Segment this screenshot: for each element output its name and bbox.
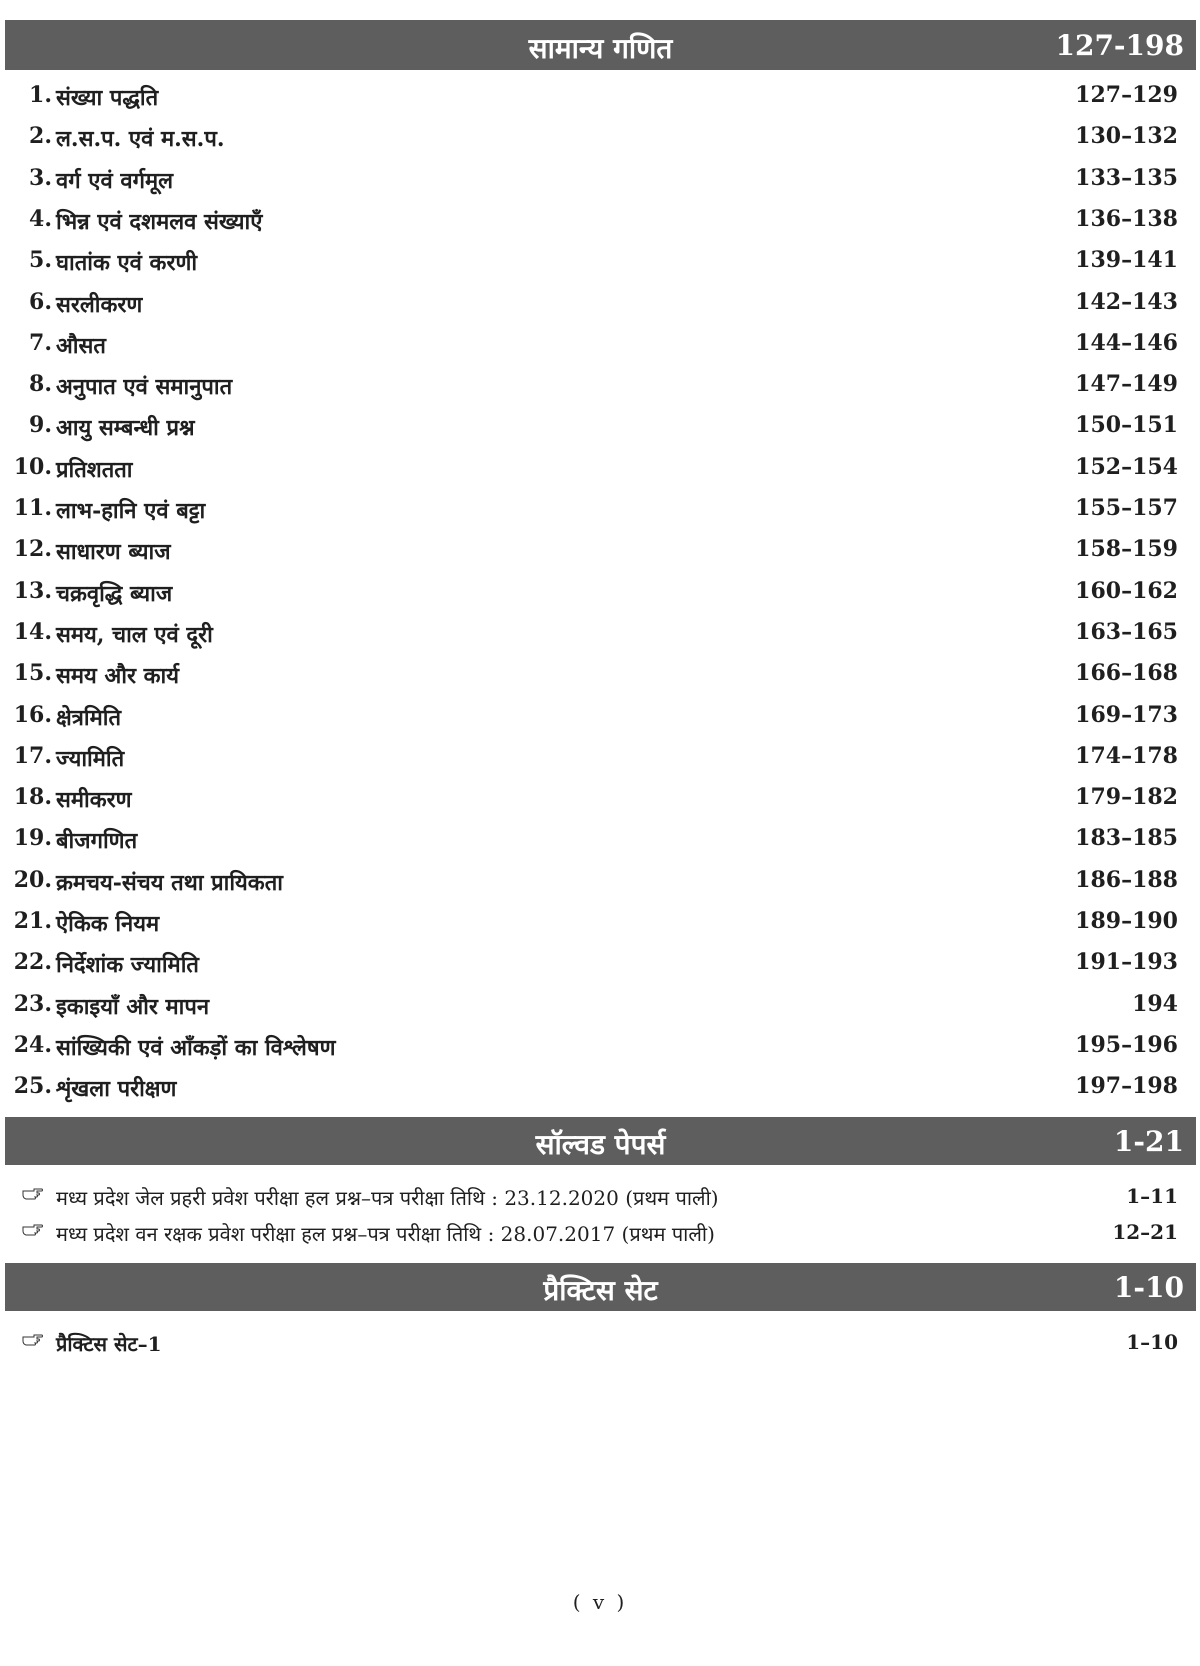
- chapter-pages: 158–159: [1075, 536, 1178, 563]
- section-page-range: 1-21: [1113, 1125, 1184, 1158]
- chapter-pages: 191–193: [1075, 949, 1178, 976]
- chapter-title: ऐकिक नियम: [56, 911, 160, 937]
- chapter-number: 2.: [29, 123, 52, 150]
- chapter-pages: 160–162: [1075, 577, 1178, 604]
- chapter-pages: 179–182: [1075, 784, 1178, 811]
- chapter-pages: 133–135: [1075, 164, 1178, 191]
- chapter-number: 4.: [29, 205, 52, 232]
- chapter-number: 5.: [29, 247, 52, 274]
- chapter-number: 15.: [13, 660, 52, 687]
- toc-row: [0, 247, 1200, 291]
- chapter-pages: 174–178: [1075, 742, 1178, 769]
- toc-row: [0, 206, 1200, 250]
- chapter-number: 20.: [13, 866, 52, 893]
- chapter-title: क्रमचय-संचय तथा प्रायिकता: [56, 869, 283, 896]
- page-number: ( v ): [572, 1590, 628, 1614]
- toc-row: [0, 371, 1200, 415]
- chapter-pages: 186–188: [1075, 866, 1178, 893]
- toc-row: [0, 165, 1200, 209]
- chapter-pages: 155–157: [1075, 495, 1178, 521]
- chapter-number: 3.: [29, 164, 52, 191]
- chapter-number: 12.: [13, 536, 52, 563]
- chapter-pages: 183–185: [1075, 825, 1178, 852]
- chapter-number: 24.: [13, 1031, 52, 1058]
- solved-paper-row: [0, 1220, 1200, 1260]
- toc-row: [0, 82, 1200, 126]
- practice-set-title: प्रैक्टिस सेट–1: [56, 1332, 162, 1356]
- section-page-range: 127-198: [1055, 29, 1184, 62]
- chapter-title: समीकरण: [56, 787, 132, 814]
- pointing-hand-icon: [22, 1185, 44, 1203]
- chapter-pages: 152–154: [1075, 453, 1178, 480]
- chapter-title: औसत: [56, 332, 106, 359]
- chapter-number: 17.: [13, 742, 52, 769]
- chapter-pages: 150–151: [1075, 412, 1178, 439]
- chapter-number: 9.: [29, 412, 52, 439]
- chapter-pages: 169–173: [1075, 701, 1178, 728]
- chapter-pages: 163–165: [1075, 618, 1178, 645]
- solved-paper-row: [0, 1184, 1200, 1224]
- pointing-hand-icon: [22, 1331, 44, 1349]
- toc-row: [0, 702, 1200, 746]
- toc-row: [0, 289, 1200, 333]
- chapter-title: सांख्यिकी एवं आँकड़ों का विश्लेषण: [56, 1034, 336, 1061]
- chapter-number: 19.: [13, 825, 52, 852]
- section-header-solved-papers: [5, 1117, 1196, 1165]
- chapter-pages: 136–138: [1075, 205, 1178, 232]
- chapter-number: 11.: [13, 495, 52, 521]
- toc-row: [0, 454, 1200, 498]
- chapter-pages: 127–129: [1075, 82, 1178, 108]
- chapter-title: प्रतिशतता: [56, 456, 133, 483]
- chapter-title: निर्देशांक ज्यामिति: [56, 952, 199, 979]
- chapter-number: 25.: [13, 1073, 52, 1100]
- chapter-number: 22.: [13, 949, 52, 976]
- chapter-pages: 147–149: [1075, 371, 1178, 398]
- toc-row: [0, 330, 1200, 374]
- chapter-number: 16.: [13, 701, 52, 728]
- chapter-title: ल.स.प. एवं म.स.प.: [56, 126, 225, 153]
- section-title: प्रैक्टिस सेट: [543, 1274, 658, 1307]
- chapter-title: ज्यामिति: [56, 745, 125, 772]
- chapter-title: अनुपात एवं समानुपात: [56, 374, 233, 401]
- paper-title: मध्य प्रदेश वन रक्षक प्रवेश परीक्षा हल प्रश्न–पत्र परीक्षा तिथि : 28.07.2017 (प्रथम पाली): [56, 1222, 715, 1246]
- chapter-title: संख्या पद्धति: [56, 85, 159, 111]
- chapter-pages: 197–198: [1075, 1073, 1178, 1100]
- toc-row: [0, 495, 1200, 539]
- section-page-range: 1-10: [1113, 1271, 1184, 1304]
- toc-row: [0, 578, 1200, 622]
- toc-row: [0, 123, 1200, 167]
- chapter-pages: 130–132: [1075, 123, 1178, 150]
- chapter-number: 6.: [29, 288, 52, 315]
- chapter-title: आयु सम्बन्धी प्रश्न: [56, 415, 195, 442]
- toc-row: [0, 660, 1200, 704]
- practice-set-pages: 1–10: [1126, 1330, 1178, 1354]
- chapter-number: 7.: [29, 329, 52, 356]
- section-header-practice-set: [5, 1263, 1196, 1311]
- chapter-number: 14.: [13, 618, 52, 645]
- chapter-pages: 195–196: [1075, 1031, 1178, 1058]
- chapter-title: भिन्न एवं दशमलव संख्याएँ: [56, 208, 263, 235]
- toc-row: [0, 784, 1200, 828]
- chapter-title: सरलीकरण: [56, 291, 143, 318]
- chapter-pages: 166–168: [1075, 660, 1178, 687]
- chapter-title: घातांक एवं करणी: [56, 250, 198, 277]
- toc-row: [0, 412, 1200, 456]
- toc-row: [0, 991, 1200, 1035]
- toc-row: [0, 619, 1200, 663]
- section-title: सॉल्वड पेपर्स: [535, 1128, 666, 1161]
- section-header-general-math: [5, 20, 1196, 70]
- paper-pages: 12–21: [1112, 1220, 1178, 1244]
- chapter-number: 23.: [13, 990, 52, 1017]
- chapter-pages: 194: [1132, 990, 1178, 1017]
- paper-pages: 1–11: [1126, 1184, 1178, 1208]
- section-title: सामान्य गणित: [528, 32, 673, 65]
- chapter-title: समय और कार्य: [56, 663, 179, 690]
- chapter-pages: 139–141: [1075, 247, 1178, 274]
- pointing-hand-icon: [22, 1221, 44, 1239]
- toc-row: [0, 536, 1200, 580]
- practice-set-row: [0, 1330, 1200, 1370]
- chapter-pages: 142–143: [1075, 288, 1178, 315]
- chapter-title: समय, चाल एवं दूरी: [56, 621, 213, 648]
- toc-row: [0, 743, 1200, 787]
- toc-row: [0, 949, 1200, 993]
- toc-row: [0, 908, 1200, 952]
- chapter-title: लाभ-हानि एवं बट्टा: [56, 498, 206, 524]
- chapter-title: साधारण ब्याज: [56, 539, 171, 566]
- toc-row: [0, 867, 1200, 911]
- chapter-title: बीजगणित: [56, 828, 138, 855]
- chapter-title: चक्रवृद्धि ब्याज: [56, 580, 173, 607]
- chapter-number: 13.: [13, 577, 52, 604]
- paper-title: मध्य प्रदेश जेल प्रहरी प्रवेश परीक्षा हल प्रश्न–पत्र परीक्षा तिथि : 23.12.2020 (प्रथम पाली): [56, 1186, 719, 1210]
- chapter-pages: 189–190: [1075, 908, 1178, 934]
- chapter-number: 18.: [13, 784, 52, 811]
- chapter-title: शृंखला परीक्षण: [56, 1076, 177, 1103]
- chapter-title: वर्ग एवं वर्गमूल: [56, 167, 174, 194]
- toc-row: [0, 1073, 1200, 1117]
- chapter-number: 10.: [13, 453, 52, 480]
- chapter-title: क्षेत्रमिति: [56, 704, 122, 731]
- chapter-title: इकाइयाँ और मापन: [56, 993, 210, 1020]
- chapter-pages: 144–146: [1075, 329, 1178, 356]
- chapter-number: 1.: [29, 82, 52, 108]
- toc-row: [0, 825, 1200, 869]
- chapter-number: 8.: [29, 371, 52, 398]
- chapter-number: 21.: [13, 908, 52, 934]
- toc-row: [0, 1032, 1200, 1076]
